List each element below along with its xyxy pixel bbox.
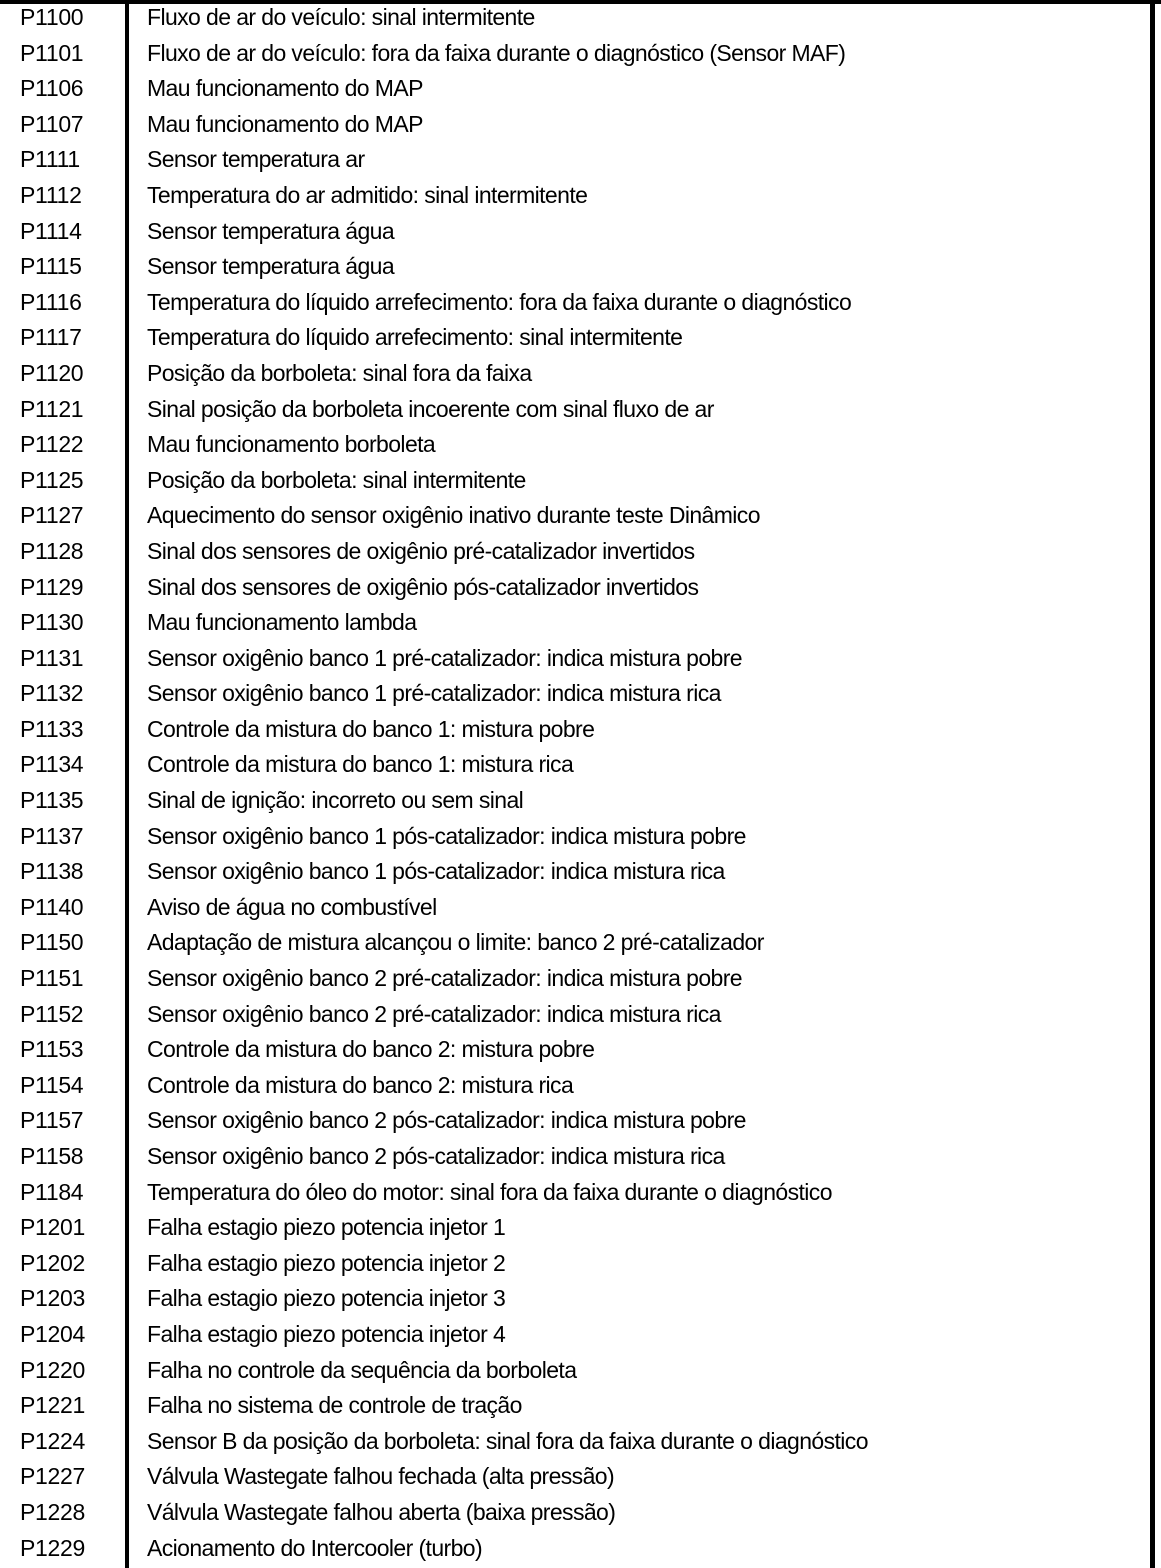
fault-code: P1115	[20, 253, 82, 280]
table-row	[0, 961, 1150, 997]
fault-description: Controle da mistura do banco 2: mistura rica	[147, 1071, 574, 1098]
fault-description: Sinal dos sensores de oxigênio pré-catalizador invertidos	[147, 537, 695, 564]
table-row	[0, 392, 1150, 428]
fault-code: P1116	[20, 288, 82, 315]
table-row	[0, 285, 1150, 321]
fault-code: P1128	[20, 537, 84, 564]
fault-description: Temperatura do líquido arrefecimento: fora da faixa durante o diagnóstico	[147, 288, 852, 315]
table-row	[0, 356, 1150, 392]
table-row	[0, 570, 1150, 606]
fault-description: Falha no sistema de controle de tração	[147, 1392, 522, 1419]
fault-description: Sensor temperatura ar	[147, 146, 365, 173]
table-row	[0, 1424, 1150, 1460]
fault-description: Aquecimento do sensor oxigênio inativo durante teste Dinâmico	[147, 502, 760, 529]
table-row	[0, 676, 1150, 712]
fault-description: Sensor temperatura água	[147, 217, 395, 244]
table-row	[0, 498, 1150, 534]
fault-code: P1133	[20, 715, 84, 742]
fault-description: Sensor oxigênio banco 2 pré-catalizador: indica mistura rica	[147, 1000, 721, 1027]
table-row	[0, 107, 1150, 143]
fault-code: P1153	[20, 1036, 84, 1063]
fault-code: P1140	[20, 893, 84, 920]
fault-description: Acionamento do Intercooler (turbo)	[147, 1534, 483, 1561]
table-row	[0, 1459, 1150, 1495]
fault-code: P1227	[20, 1463, 86, 1490]
fault-description: Temperatura do ar admitido: sinal intermitente	[147, 181, 588, 208]
fault-description: Posição da borboleta: sinal intermitente	[147, 466, 526, 493]
fault-code: P1157	[20, 1107, 84, 1134]
fault-code: P1151	[20, 965, 84, 992]
fault-description: Sinal dos sensores de oxigênio pós-catalizador invertidos	[147, 573, 699, 600]
fault-code: P1201	[20, 1214, 86, 1241]
table-row	[0, 1175, 1150, 1211]
fault-description: Mau funcionamento do MAP	[147, 75, 423, 102]
fault-description: Mau funcionamento do MAP	[147, 110, 423, 137]
fault-code: P1134	[20, 751, 84, 778]
fault-code: P1131	[20, 644, 84, 671]
table-row	[0, 1246, 1150, 1282]
fault-description: Válvula Wastegate falhou aberta (baixa pressão)	[147, 1498, 616, 1525]
fault-description: Fluxo de ar do veículo: sinal intermitente	[147, 4, 535, 30]
table-row	[0, 1139, 1150, 1175]
table-row	[0, 1068, 1150, 1104]
fault-code: P1101	[20, 39, 84, 66]
fault-code: P1224	[20, 1427, 86, 1454]
fault-code: P1202	[20, 1249, 86, 1276]
table-row	[0, 1388, 1150, 1424]
table-row	[0, 1353, 1150, 1389]
table-row	[0, 534, 1150, 570]
fault-code: P1129	[20, 573, 84, 600]
fault-description: Falha estagio piezo potencia injetor 2	[147, 1249, 506, 1276]
fault-description: Falha estagio piezo potencia injetor 4	[147, 1320, 506, 1347]
fault-description: Posição da borboleta: sinal fora da faixa	[147, 359, 532, 386]
table-row	[0, 1317, 1150, 1353]
fault-description: Temperatura do líquido arrefecimento: sinal intermitente	[147, 324, 683, 351]
fault-code: P1132	[20, 680, 84, 707]
fault-code: P1130	[20, 609, 84, 636]
fault-description: Sinal de ignição: incorreto ou sem sinal	[147, 787, 524, 814]
fault-description: Controle da mistura do banco 1: mistura pobre	[147, 715, 595, 742]
fault-description: Aviso de água no combustível	[147, 893, 437, 920]
fault-description: Sensor oxigênio banco 2 pós-catalizador: indica mistura rica	[147, 1143, 725, 1169]
table-row	[0, 997, 1150, 1033]
fault-code: P1121	[20, 395, 84, 422]
fault-code: P1125	[20, 466, 84, 493]
table-row	[0, 36, 1150, 72]
table-row	[0, 71, 1150, 107]
table-row	[0, 1281, 1150, 1317]
fault-description: Válvula Wastegate falhou fechada (alta pressão)	[147, 1463, 615, 1490]
fault-description: Sensor oxigênio banco 1 pré-catalizador: indica mistura pobre	[147, 644, 742, 671]
fault-description: Falha estagio piezo potencia injetor 3	[147, 1285, 506, 1312]
fault-description: Sensor oxigênio banco 1 pré-catalizador: indica mistura rica	[147, 680, 721, 707]
table-row	[0, 1103, 1150, 1139]
table-row	[0, 605, 1150, 641]
table-row	[0, 1210, 1150, 1246]
table-row	[0, 463, 1150, 499]
fault-description: Mau funcionamento lambda	[147, 609, 417, 636]
fault-code: P1158	[20, 1143, 84, 1169]
table-row	[0, 712, 1150, 748]
fault-code: P1120	[20, 359, 84, 386]
fault-description: Sensor oxigênio banco 1 pós-catalizador: indica mistura pobre	[147, 822, 746, 849]
fault-code: P1127	[20, 502, 84, 529]
table-row	[0, 641, 1150, 677]
fault-code: P1203	[20, 1285, 86, 1312]
fault-code: P1152	[20, 1000, 84, 1027]
fault-code: P1112	[20, 181, 82, 208]
table-row	[0, 1032, 1150, 1068]
fault-description: Sensor oxigênio banco 2 pré-catalizador: indica mistura pobre	[147, 965, 742, 992]
table-row	[0, 783, 1150, 819]
fault-description: Falha no controle da sequência da borboleta	[147, 1356, 577, 1383]
fault-code: P1106	[20, 75, 84, 102]
fault-code: P1111	[20, 146, 80, 173]
fault-code: P1184	[20, 1178, 84, 1205]
fault-code: P1117	[20, 324, 82, 351]
fault-code: P1100	[20, 4, 84, 30]
table-row	[0, 890, 1150, 926]
table-row	[0, 427, 1150, 463]
fault-description: Sensor B da posição da borboleta: sinal fora da faixa durante o diagnóstico	[147, 1427, 868, 1454]
fault-description: Mau funcionamento borboleta	[147, 431, 436, 458]
fault-code: P1107	[20, 110, 84, 137]
table-right-border	[1150, 0, 1155, 1568]
table-row	[0, 1495, 1150, 1531]
table-row	[0, 320, 1150, 356]
fault-code: P1137	[20, 822, 84, 849]
table-row	[0, 854, 1150, 890]
table-row	[0, 925, 1150, 961]
fault-description: Temperatura do óleo do motor: sinal fora da faixa durante o diagnóstico	[147, 1178, 832, 1205]
fault-description: Sensor oxigênio banco 1 pós-catalizador: indica mistura rica	[147, 858, 725, 885]
table-row	[0, 1531, 1150, 1567]
table-row	[0, 0, 1150, 36]
fault-code: P1135	[20, 787, 84, 814]
table-row	[0, 747, 1150, 783]
fault-code: P1220	[20, 1356, 86, 1383]
fault-code: P1138	[20, 858, 84, 885]
table-row	[0, 249, 1150, 285]
fault-description: Sinal posição da borboleta incoerente com sinal fluxo de ar	[147, 395, 714, 422]
fault-code: P1204	[20, 1320, 86, 1347]
fault-code: P1122	[20, 431, 84, 458]
table-row	[0, 819, 1150, 855]
fault-code: P1114	[20, 217, 82, 244]
fault-description: Controle da mistura do banco 1: mistura rica	[147, 751, 574, 778]
fault-code: P1229	[20, 1534, 86, 1561]
fault-description: Sensor oxigênio banco 2 pós-catalizador: indica mistura pobre	[147, 1107, 746, 1134]
fault-description: Fluxo de ar do veículo: fora da faixa durante o diagnóstico (Sensor MAF)	[147, 39, 846, 66]
fault-description: Falha estagio piezo potencia injetor 1	[147, 1214, 506, 1241]
fault-code: P1150	[20, 929, 84, 956]
fault-code: P1228	[20, 1498, 86, 1525]
fault-code: P1221	[20, 1392, 86, 1419]
fault-description: Sensor temperatura água	[147, 253, 395, 280]
table-row	[0, 214, 1150, 250]
table-row	[0, 142, 1150, 178]
fault-description: Adaptação de mistura alcançou o limite: banco 2 pré-catalizador	[147, 929, 764, 956]
fault-description: Controle da mistura do banco 2: mistura pobre	[147, 1036, 595, 1063]
table-row	[0, 178, 1150, 214]
fault-code: P1154	[20, 1071, 84, 1098]
